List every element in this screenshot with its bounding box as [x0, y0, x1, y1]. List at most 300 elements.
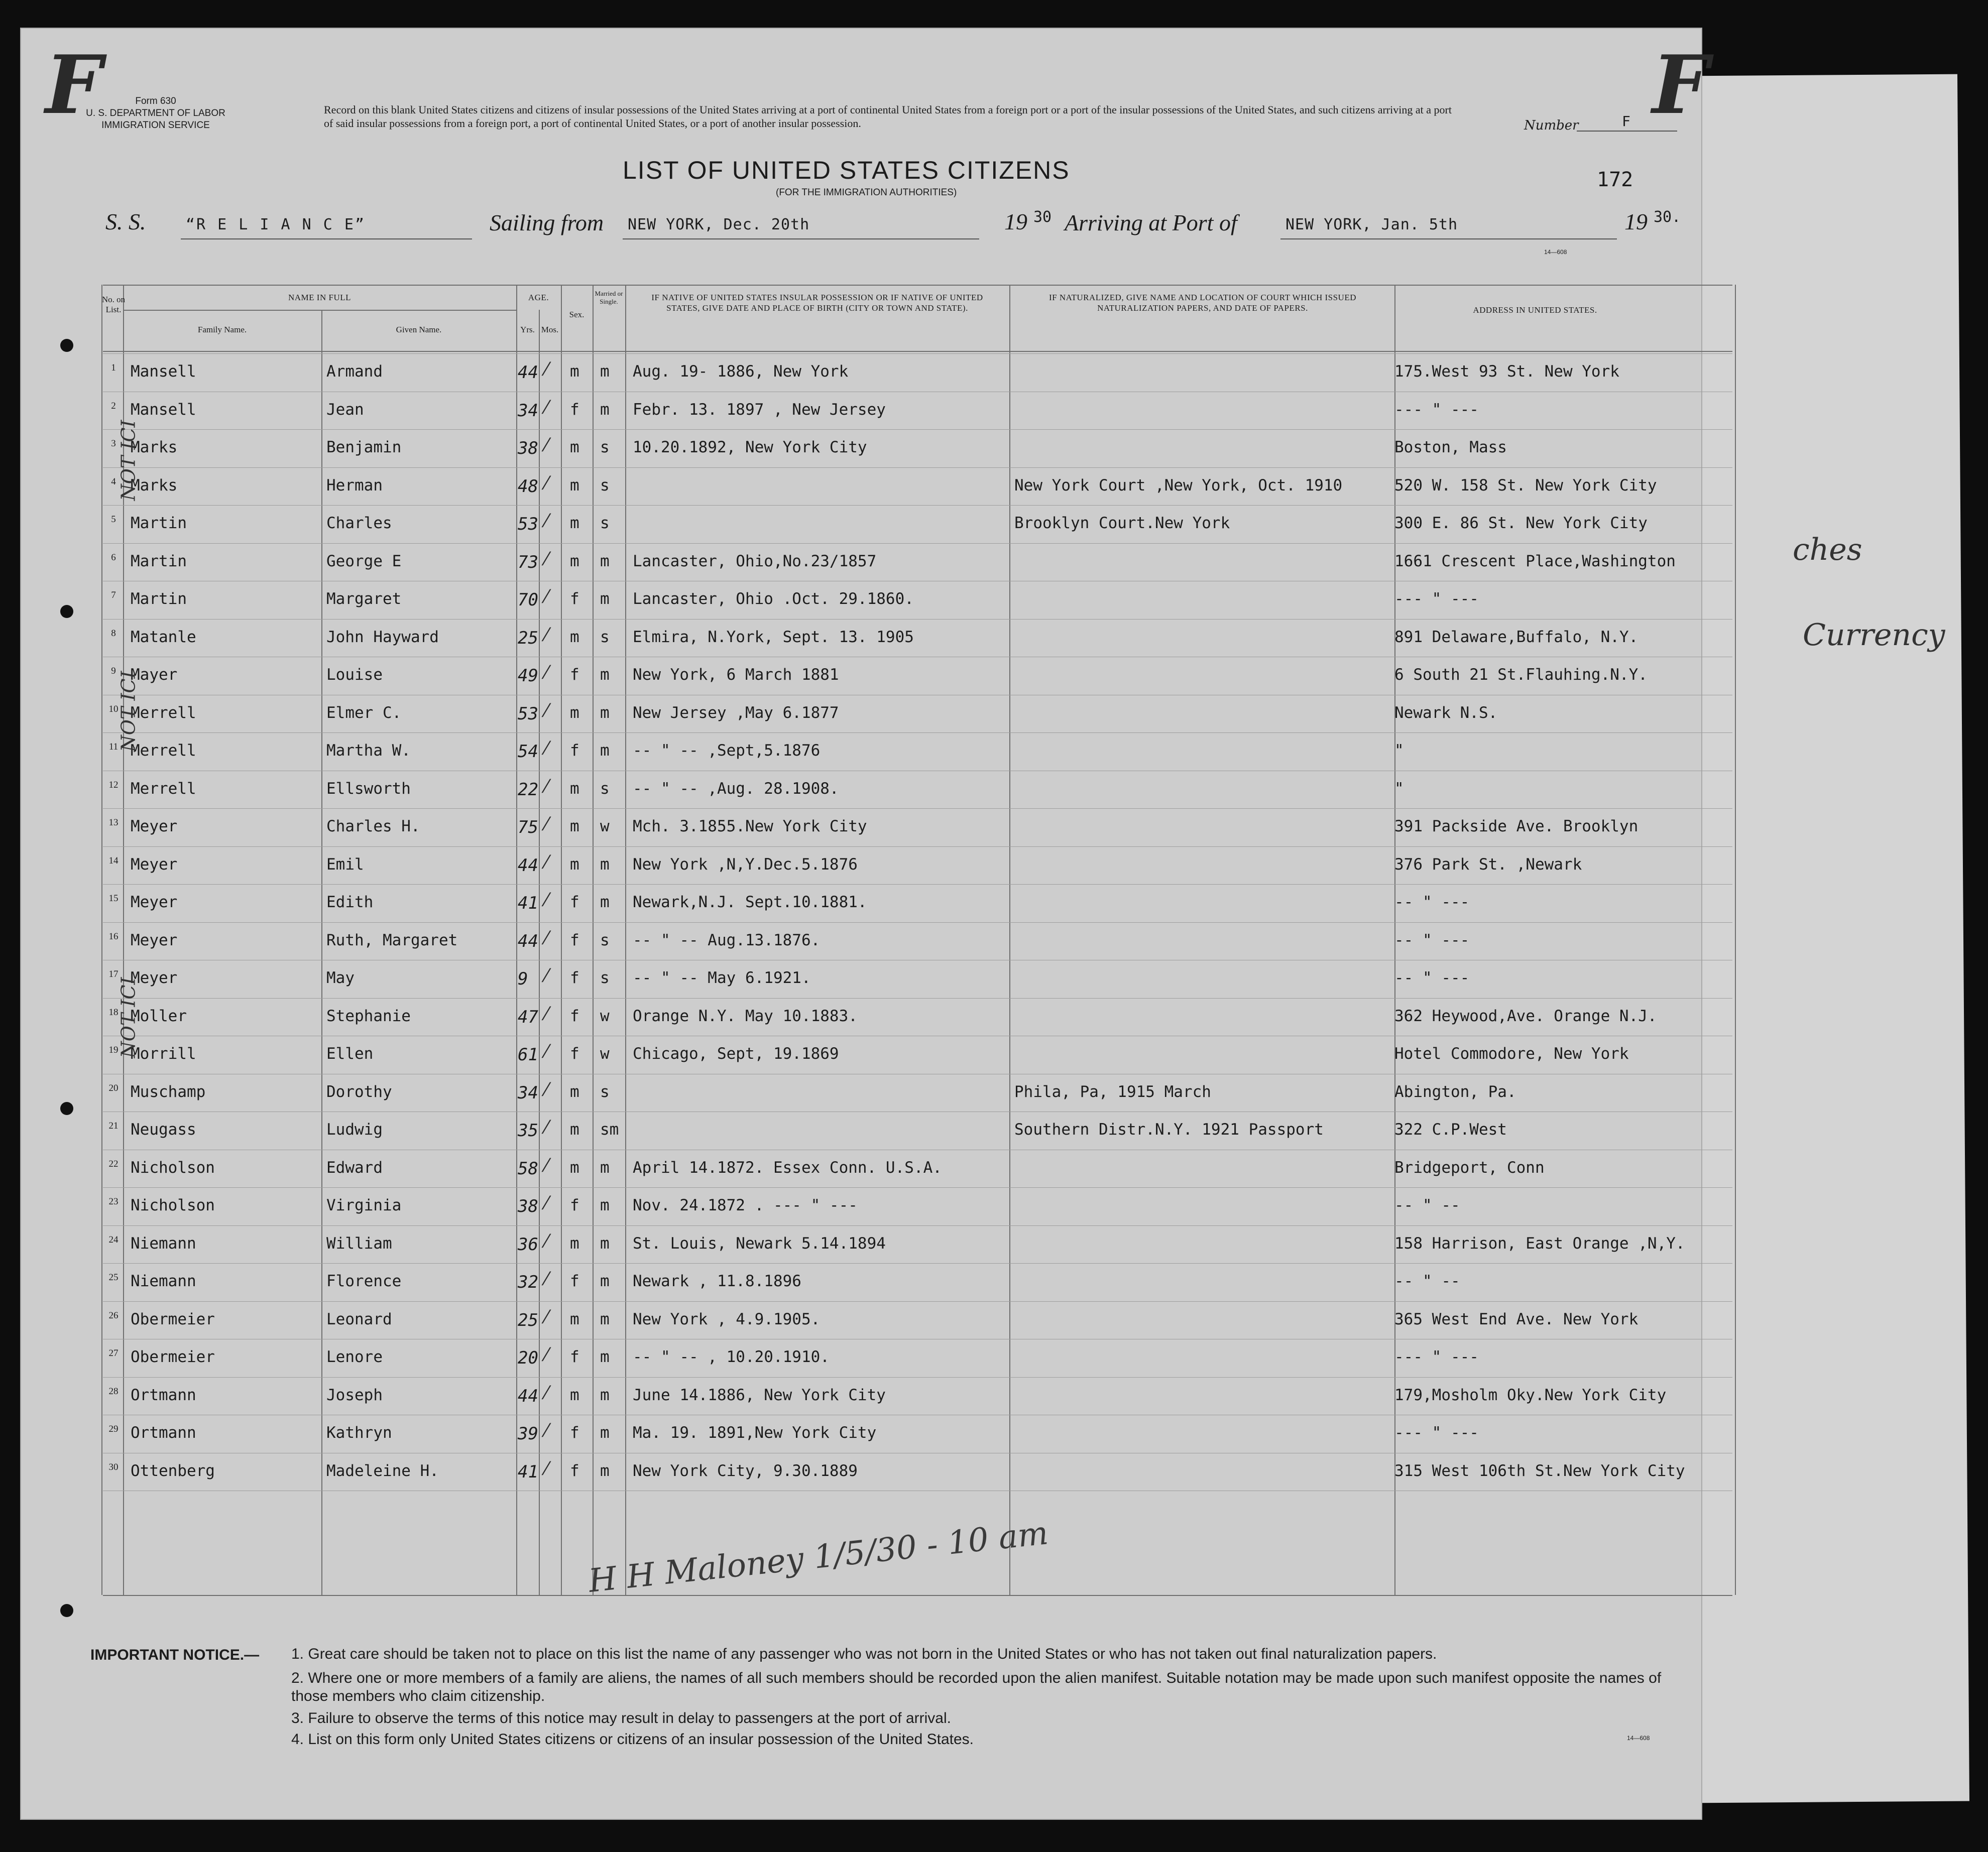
header-years: Yrs.: [520, 325, 535, 334]
family-name: Muschamp: [131, 1082, 206, 1101]
us-address: -- " ---: [1394, 969, 1470, 987]
col-line: [593, 285, 594, 1595]
check-mark: ⁄: [545, 435, 548, 456]
given-name: Dorothy: [326, 1082, 392, 1101]
check-mark: ⁄: [545, 1345, 548, 1366]
row-number: 15: [108, 893, 119, 904]
age-years: 44: [518, 855, 538, 876]
col-line: [516, 285, 517, 1595]
header-given-name: Given Name.: [396, 325, 442, 334]
marital-status: w: [600, 1045, 610, 1063]
notice-item-1: 1. Great care should be taken not to place on this list the name of any passenger who was not born in the United States or who has not taken out final naturalization papers.: [291, 1646, 1437, 1662]
row-number: 5: [111, 514, 116, 525]
family-name: Morrill: [131, 1045, 196, 1063]
birth-date-place: Lancaster, Ohio .Oct. 29.1860.: [633, 590, 914, 608]
row-rule: [103, 353, 1732, 354]
marital-status: m: [600, 1424, 610, 1442]
sex: m: [570, 1082, 579, 1101]
sex: f: [570, 742, 579, 760]
marital-status: s: [600, 628, 610, 646]
sex: f: [570, 1461, 579, 1480]
marital-status: m: [600, 1310, 610, 1328]
given-name: Ellen: [326, 1045, 374, 1063]
us-address: 1661 Crescent Place,Washington: [1394, 552, 1676, 570]
department: U. S. DEPARTMENT OF LABOR: [86, 108, 225, 118]
form-number: Form 630: [135, 96, 176, 106]
sex: f: [570, 1196, 579, 1214]
age-years: 38: [518, 438, 538, 458]
row-number: 2: [111, 400, 116, 411]
row-number: 25: [108, 1272, 119, 1283]
birth-date-place: Mch. 3.1855.New York City: [633, 817, 867, 835]
us-address: 300 E. 86 St. New York City: [1394, 514, 1648, 532]
header-family-name: Family Name.: [197, 325, 247, 334]
row-number: 10: [108, 703, 119, 714]
col-line: [1735, 285, 1736, 1595]
page-title: LIST OF UNITED STATES CITIZENS: [623, 156, 1070, 184]
birth-date-place: April 14.1872. Essex Conn. U.S.A.: [633, 1158, 942, 1177]
age-years: 54: [518, 742, 538, 762]
ss-label: S. S.: [105, 209, 146, 234]
notice-item-4: 4. List on this form only United States citizens or citizens of an insular possession of the United States.: [291, 1731, 974, 1748]
marital-status: s: [600, 969, 610, 987]
number-underline: [1577, 131, 1677, 132]
given-name: George E: [326, 552, 402, 570]
check-mark: ⁄: [545, 776, 548, 797]
family-name: Nicholson: [131, 1196, 215, 1214]
row-number: 1: [111, 362, 116, 373]
check-mark: ⁄: [545, 359, 548, 380]
marital-status: s: [600, 438, 610, 456]
year-label-2: 19: [1624, 209, 1648, 234]
us-address: 362 Heywood,Ave. Orange N.J.: [1394, 1007, 1657, 1025]
check-mark: ⁄: [545, 738, 548, 759]
row-number: 29: [108, 1424, 119, 1434]
given-name: Margaret: [326, 590, 402, 608]
marital-status: s: [600, 476, 610, 495]
sex: f: [570, 1007, 579, 1025]
given-name: Madeleine H.: [326, 1461, 439, 1480]
age-years: 44: [518, 1386, 538, 1406]
row-rule: [103, 1187, 1732, 1188]
us-address: 365 West End Ave. New York: [1394, 1310, 1639, 1328]
birth-date-place: -- " -- ,Aug. 28.1908.: [633, 779, 839, 798]
age-years: 22: [518, 779, 538, 800]
given-name: Elmer C.: [326, 703, 402, 722]
family-name: Meyer: [131, 931, 178, 949]
check-mark: ⁄: [545, 1079, 548, 1100]
marital-status: m: [600, 362, 610, 381]
given-name: John Hayward: [326, 628, 439, 646]
given-name: Leonard: [326, 1310, 392, 1328]
row-number: 8: [111, 628, 116, 639]
given-name: Benjamin: [326, 438, 402, 456]
us-address: --- " ---: [1394, 1348, 1479, 1366]
family-name: Mansell: [131, 362, 196, 381]
marital-status: m: [600, 855, 610, 874]
age-years: 34: [518, 1082, 538, 1103]
check-mark: ⁄: [545, 625, 548, 646]
birth-date-place: New York, 6 March 1881: [633, 666, 839, 684]
header-birth: IF NATIVE OF UNITED STATES INSULAR POSSESSION OR IF NATIVE OF UNITED STATES, GIVE DATE AND PLACE OF BIRTH (CITY OR TOWN AND STATE).: [651, 293, 983, 313]
naturalization-court: Brooklyn Court.New York: [1014, 514, 1230, 532]
birth-date-place: New York , 4.9.1905.: [633, 1310, 821, 1328]
ship-name: “R E L I A N C E”: [186, 216, 366, 233]
family-name: Meyer: [131, 817, 178, 835]
check-mark: ⁄: [545, 700, 548, 721]
family-name: Ottenberg: [131, 1461, 215, 1480]
age-years: 44: [518, 931, 538, 951]
row-rule: [103, 846, 1732, 847]
birth-date-place: -- " -- ,Sept,5.1876: [633, 742, 821, 760]
marital-status: m: [600, 1348, 610, 1366]
age-years: 34: [518, 400, 538, 421]
service: IMMIGRATION SERVICE: [101, 120, 210, 131]
left-margin-note: NOT ICI: [117, 977, 140, 1058]
given-name: Martha W.: [326, 742, 411, 760]
sex: f: [570, 1424, 579, 1442]
given-name: Joseph: [326, 1386, 383, 1404]
us-address: 376 Park St. ,Newark: [1394, 855, 1582, 874]
col-line: [625, 285, 626, 1595]
marital-status: m: [600, 552, 610, 570]
family-name: Neugass: [131, 1121, 196, 1139]
sex: m: [570, 514, 579, 532]
marital-status: m: [600, 1272, 610, 1290]
col-line: [539, 310, 540, 1595]
check-mark: ⁄: [545, 814, 548, 835]
sex: f: [570, 969, 579, 987]
row-rule: [103, 505, 1732, 506]
us-address: 179,Mosholm Oky.New York City: [1394, 1386, 1667, 1404]
birth-date-place: Febr. 13. 1897 , New Jersey: [633, 400, 886, 419]
family-name: Martin: [131, 552, 187, 570]
family-name: Martin: [131, 514, 187, 532]
ship-underline: [181, 238, 472, 239]
age-years: 58: [518, 1158, 538, 1179]
age-years: 20: [518, 1348, 538, 1368]
us-address: --- " ---: [1394, 590, 1479, 608]
birth-date-place: Lancaster, Ohio,No.23/1857: [633, 552, 877, 570]
family-name: Merrell: [131, 703, 196, 722]
sex: m: [570, 817, 579, 835]
age-years: 25: [518, 1310, 538, 1330]
check-mark: ⁄: [545, 1421, 548, 1441]
sex: m: [570, 438, 579, 456]
family-name: Martin: [131, 590, 187, 608]
given-name: Armand: [326, 362, 383, 381]
row-number: 4: [111, 476, 116, 487]
row-number: 23: [108, 1196, 119, 1207]
row-number: 14: [108, 855, 119, 866]
given-name: Charles: [326, 514, 392, 532]
given-name: Jean: [326, 400, 364, 419]
birth-date-place: Newark,N.J. Sept.10.1881.: [633, 893, 867, 911]
us-address: -- " --: [1394, 1196, 1460, 1214]
us-address: -- " ---: [1394, 893, 1470, 911]
us-address: ": [1394, 742, 1404, 760]
manifest-sheet: [20, 28, 1709, 1820]
left-margin-note: NOT ICI: [117, 420, 140, 501]
sailing-label: Sailing from: [490, 210, 604, 235]
year-label-1: 19: [1004, 209, 1027, 234]
row-number: 19: [108, 1045, 119, 1055]
row-number: 12: [108, 779, 119, 790]
instructions: Record on this blank United States citizens and citizens of insular possessions of the United States arriving at a port of continental United States from a foreign port or a port of the insular possessions of the United States, and such citizens arriving at a port of said insular possessions from a foreign port, a port of continental United States, or a port of another insular possession.: [324, 103, 1452, 130]
given-name: Edward: [326, 1158, 383, 1177]
naturalization-court: Southern Distr.N.Y. 1921 Passport: [1014, 1121, 1324, 1139]
family-name: Niemann: [131, 1234, 196, 1253]
family-name: Obermeier: [131, 1310, 215, 1328]
sex: m: [570, 703, 579, 722]
header-bottom-border: [103, 351, 1732, 352]
row-number: 3: [111, 438, 116, 449]
check-mark: ⁄: [545, 549, 548, 570]
age-years: 73: [518, 552, 538, 572]
sex: m: [570, 1121, 579, 1139]
row-rule: [103, 429, 1732, 430]
sex: f: [570, 893, 579, 911]
age-years: 44: [518, 362, 538, 383]
given-name: Kathryn: [326, 1424, 392, 1442]
header-name-in-full: NAME IN FULL: [288, 293, 351, 302]
us-address: Newark N.S.: [1394, 703, 1498, 722]
sex: f: [570, 666, 579, 684]
age-years: 41: [518, 893, 538, 913]
given-name: Ludwig: [326, 1121, 383, 1139]
given-name: Lenore: [326, 1348, 383, 1366]
family-name: Meyer: [131, 969, 178, 987]
birth-date-place: Newark , 11.8.1896: [633, 1272, 801, 1290]
sex: f: [570, 1045, 579, 1063]
row-rule: [103, 922, 1732, 923]
row-number: 13: [108, 817, 119, 828]
sex: f: [570, 1348, 579, 1366]
header-sex: Sex.: [569, 310, 584, 319]
check-mark: ⁄: [545, 1383, 548, 1404]
page-subtitle: (FOR THE IMMIGRATION AUTHORITIES): [776, 187, 957, 198]
age-years: 61: [518, 1045, 538, 1065]
arriving-underline: [1280, 238, 1617, 239]
birth-date-place: New Jersey ,May 6.1877: [633, 703, 839, 722]
left-margin-note: NOT ICI: [117, 671, 140, 752]
check-mark: ⁄: [545, 1193, 548, 1214]
punch-hole: [60, 605, 73, 618]
us-address: 158 Harrison, East Orange ,N,Y.: [1394, 1234, 1685, 1253]
row-number: 6: [111, 552, 116, 563]
number-label: Number: [1524, 118, 1579, 133]
col-line: [1009, 285, 1010, 1595]
marital-status: s: [600, 931, 610, 949]
check-mark: ⁄: [545, 1004, 548, 1025]
marital-status: m: [600, 590, 610, 608]
row-rule: [103, 1263, 1732, 1264]
row-rule: [103, 1301, 1732, 1302]
notice-item-3: 3. Failure to observe the terms of this notice may result in delay to passengers at the port of arrival.: [291, 1710, 951, 1726]
marital-status: m: [600, 703, 610, 722]
age-years: 75: [518, 817, 538, 837]
right-margin-note: ches: [1793, 532, 1862, 567]
family-name: Niemann: [131, 1272, 196, 1290]
birth-date-place: New York ,N,Y.Dec.5.1876: [633, 855, 858, 874]
sex: f: [570, 1272, 579, 1290]
header-married-or-single: Married or Single.: [595, 290, 623, 305]
us-address: 6 South 21 St.Flauhing.N.Y.: [1394, 666, 1648, 684]
header-months: Mos.: [541, 325, 559, 334]
col-line: [561, 285, 562, 1595]
marital-status: s: [600, 514, 610, 532]
row-number: 22: [108, 1158, 119, 1169]
marital-status: m: [600, 1234, 610, 1253]
us-address: 175.West 93 St. New York: [1394, 362, 1619, 381]
row-number: 17: [108, 969, 119, 979]
corner-letter-right: F: [1652, 38, 1709, 132]
sex: m: [570, 1386, 579, 1404]
us-address: Hotel Commodore, New York: [1394, 1045, 1629, 1063]
printing-code-top: 14—608: [1544, 249, 1567, 256]
given-name: Ruth, Margaret: [326, 931, 458, 949]
corner-letter-left: F: [45, 38, 102, 132]
given-name: Louise: [326, 666, 383, 684]
row-number: 7: [111, 590, 116, 600]
sex: f: [570, 931, 579, 949]
row-number: 18: [108, 1007, 119, 1018]
given-name: William: [326, 1234, 392, 1253]
marital-status: w: [600, 817, 610, 835]
given-name: Charles H.: [326, 817, 420, 835]
check-mark: ⁄: [545, 1307, 548, 1328]
family-name: Merrell: [131, 779, 196, 798]
us-address: 391 Packside Ave. Brooklyn: [1394, 817, 1639, 835]
marital-status: m: [600, 1461, 610, 1480]
given-name: Herman: [326, 476, 383, 495]
header-no: No. on List.: [101, 295, 126, 314]
sex: f: [570, 590, 579, 608]
sex: m: [570, 779, 579, 798]
us-address: Bridgeport, Conn: [1394, 1158, 1545, 1177]
right-margin-note: Currency: [1803, 618, 1945, 653]
sex: m: [570, 552, 579, 570]
arriving-port: NEW YORK, Jan. 5th: [1285, 216, 1458, 233]
row-number: 26: [108, 1310, 119, 1321]
table-bottom-border: [103, 1595, 1732, 1596]
number-value: F: [1622, 113, 1630, 130]
year-2: 30.: [1654, 208, 1681, 226]
birth-date-place: Orange N.Y. May 10.1883.: [633, 1007, 858, 1025]
row-rule: [103, 619, 1732, 620]
row-number: 30: [108, 1461, 119, 1472]
naturalization-court: New York Court ,New York, Oct. 1910: [1014, 476, 1343, 495]
name-age-subheader-line: [123, 310, 516, 311]
marital-status: m: [600, 1158, 610, 1177]
family-name: Ortmann: [131, 1386, 196, 1404]
age-years: 53: [518, 703, 538, 724]
us-address: 322 C.P.West: [1394, 1121, 1507, 1139]
sex: m: [570, 362, 579, 381]
row-rule: [103, 467, 1732, 468]
age-years: 39: [518, 1424, 538, 1444]
sex: m: [570, 1158, 579, 1177]
signature-note: H H Maloney 1/5/30 - 10 am: [587, 1515, 1050, 1600]
birth-date-place: -- " -- Aug.13.1876.: [633, 931, 821, 949]
birth-date-place: 10.20.1892, New York City: [633, 438, 867, 456]
sex: m: [570, 628, 579, 646]
us-address: Boston, Mass: [1394, 438, 1507, 456]
given-name: Ellsworth: [326, 779, 411, 798]
us-address: -- " ---: [1394, 931, 1470, 949]
given-name: Virginia: [326, 1196, 402, 1214]
age-years: 38: [518, 1196, 538, 1216]
marital-status: s: [600, 779, 610, 798]
birth-date-place: Nov. 24.1872 . --- " ---: [633, 1196, 858, 1214]
header-address: ADDRESS IN UNITED STATES.: [1473, 305, 1597, 315]
punch-hole: [60, 339, 73, 352]
us-address: ": [1394, 779, 1404, 798]
check-mark: ⁄: [545, 473, 548, 494]
family-name: Matanle: [131, 628, 196, 646]
marital-status: m: [600, 742, 610, 760]
age-years: 47: [518, 1007, 538, 1027]
us-address: 891 Delaware,Buffalo, N.Y.: [1394, 628, 1639, 646]
naturalization-court: Phila, Pa, 1915 March: [1014, 1082, 1211, 1101]
header-naturalized: IF NATURALIZED, GIVE NAME AND LOCATION OF COURT WHICH ISSUED NATURALIZATION PAPERS, AND DATE OF PAPERS.: [1048, 293, 1356, 313]
row-rule: [103, 998, 1732, 999]
age-years: 48: [518, 476, 538, 497]
check-mark: ⁄: [545, 1458, 548, 1479]
row-number: 21: [108, 1121, 119, 1131]
arriving-label: Arriving at Port of: [1065, 210, 1237, 235]
sailing-underline: [623, 238, 979, 239]
row-number: 28: [108, 1386, 119, 1397]
age-years: 70: [518, 590, 538, 610]
sex: m: [570, 476, 579, 495]
marital-status: m: [600, 400, 610, 419]
row-rule: [103, 808, 1732, 809]
family-name: Merrell: [131, 742, 196, 760]
marital-status: m: [600, 1196, 610, 1214]
punch-hole: [60, 1604, 73, 1617]
family-name: Marks: [131, 476, 178, 495]
birth-date-place: Aug. 19- 1886, New York: [633, 362, 849, 381]
marital-status: sm: [600, 1121, 619, 1139]
row-number: 11: [108, 742, 119, 752]
family-name: Meyer: [131, 893, 178, 911]
age-years: 35: [518, 1121, 538, 1141]
row-number: 9: [111, 666, 116, 676]
notice-heading: IMPORTANT NOTICE.—: [90, 1647, 260, 1663]
check-mark: ⁄: [545, 890, 548, 911]
family-name: Mayer: [131, 666, 178, 684]
us-address: 520 W. 158 St. New York City: [1394, 476, 1657, 495]
given-name: Florence: [326, 1272, 402, 1290]
check-mark: ⁄: [545, 587, 548, 607]
birth-date-place: -- " -- , 10.20.1910.: [633, 1348, 830, 1366]
birth-date-place: New York City, 9.30.1889: [633, 1461, 858, 1480]
passenger-table: [103, 285, 1732, 1600]
marital-status: s: [600, 1082, 610, 1101]
marital-status: m: [600, 1386, 610, 1404]
family-name: Obermeier: [131, 1348, 215, 1366]
check-mark: ⁄: [545, 966, 548, 986]
birth-date-place: St. Louis, Newark 5.14.1894: [633, 1234, 886, 1253]
row-number: 20: [108, 1082, 119, 1093]
given-name: May: [326, 969, 355, 987]
sex: m: [570, 1310, 579, 1328]
family-name: Marks: [131, 438, 178, 456]
check-mark: ⁄: [545, 663, 548, 683]
row-number: 16: [108, 931, 119, 942]
form-meta: [80, 95, 231, 132]
